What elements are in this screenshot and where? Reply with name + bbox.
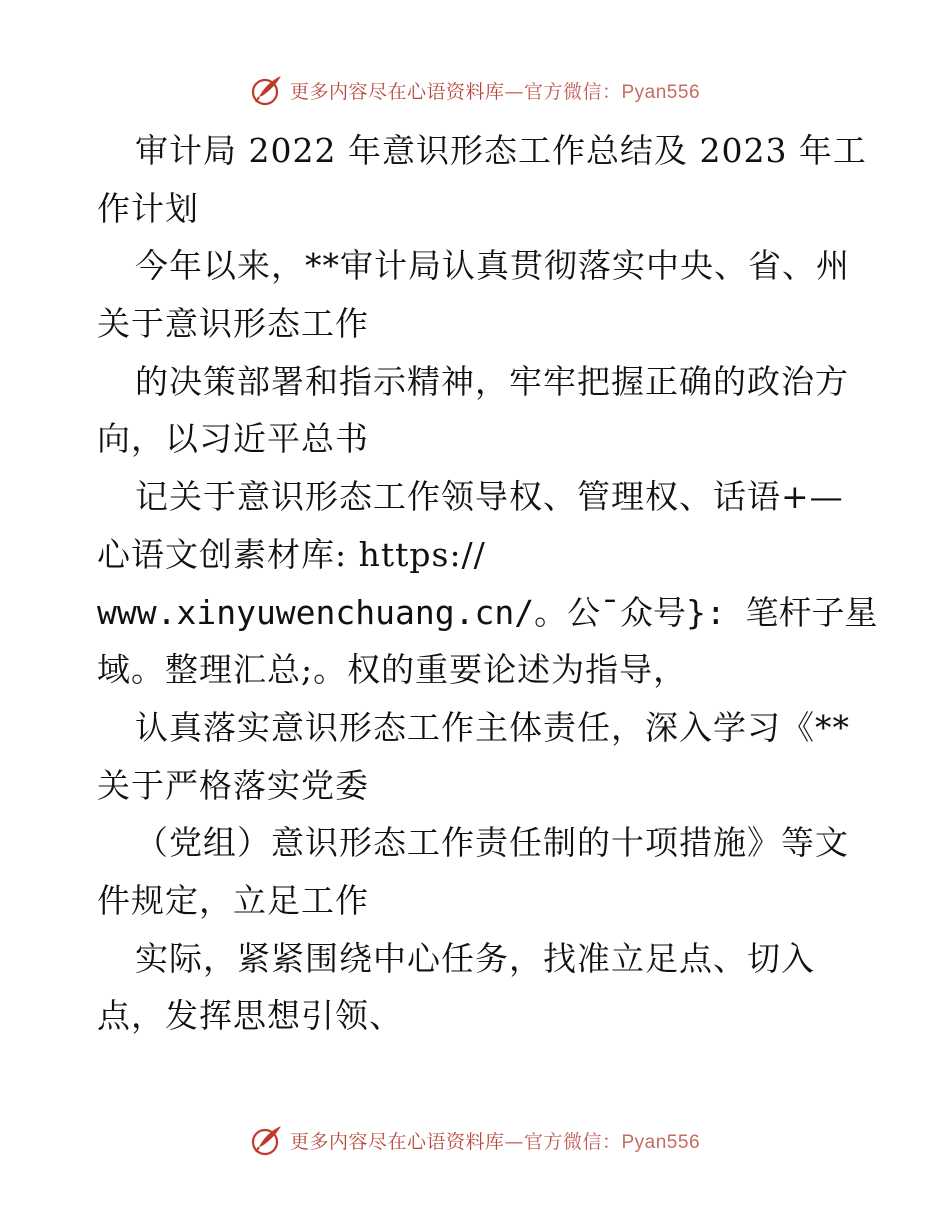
doc-line: 关于意识形态工作 — [97, 304, 369, 344]
document-body — [97, 122, 878, 1045]
doc-line: 域。整理汇总;。权的重要论述为指导， — [97, 650, 688, 690]
doc-line: 向，以习近平总书 — [97, 419, 369, 459]
footer-watermark-banner — [0, 1120, 950, 1160]
doc-line: 记关于意识形态工作领导权、管理权、话语+— — [135, 477, 844, 517]
doc-line: 审计局 2022 年意识形态工作总结及 2023 年工 — [135, 131, 867, 170]
watermark-wechat-label: 官方微信： — [523, 80, 622, 103]
doc-line: 关于严格落实党委 — [97, 765, 369, 805]
doc-line: 心语文创素材库: https:// — [97, 534, 486, 574]
footer-watermark-text — [290, 1127, 700, 1154]
doc-line: （党组）意识形态工作责任制的十项措施》等文 — [135, 823, 849, 863]
watermark-dash: — — [504, 1130, 524, 1153]
feather-pen-logo-icon — [250, 73, 284, 107]
doc-line: 点，发挥思想引领、 — [97, 996, 403, 1036]
doc-line: 实际，紧紧围绕中心任务，找准立足点、切入 — [135, 938, 815, 978]
watermark-main-text: 更多内容尽在心语资料库 — [289, 1130, 505, 1153]
watermark-wechat-label: 官方微信： — [523, 1130, 622, 1153]
doc-line: 今年以来，**审计局认真贯彻落实中央、省、州 — [135, 246, 850, 286]
header-watermark-text — [290, 77, 700, 104]
doc-line: www.xinyuwenchuang.cn/。公¯众号}: 笔杆子星 — [97, 592, 878, 632]
doc-line: 件规定，立足工作 — [97, 880, 369, 920]
watermark-wechat-id: Pyan556 — [621, 1131, 701, 1153]
watermark-wechat-id: Pyan556 — [621, 81, 701, 103]
feather-pen-logo-icon — [250, 1123, 284, 1157]
doc-line: 作计划 — [97, 188, 199, 228]
header-watermark-banner — [0, 70, 950, 110]
doc-line: 认真落实意识形态工作主体责任，深入学习《** — [135, 707, 850, 747]
watermark-main-text: 更多内容尽在心语资料库 — [289, 80, 505, 103]
watermark-dash: — — [504, 80, 524, 103]
doc-line: 的决策部署和指示精神，牢牢把握正确的政治方 — [135, 361, 849, 401]
